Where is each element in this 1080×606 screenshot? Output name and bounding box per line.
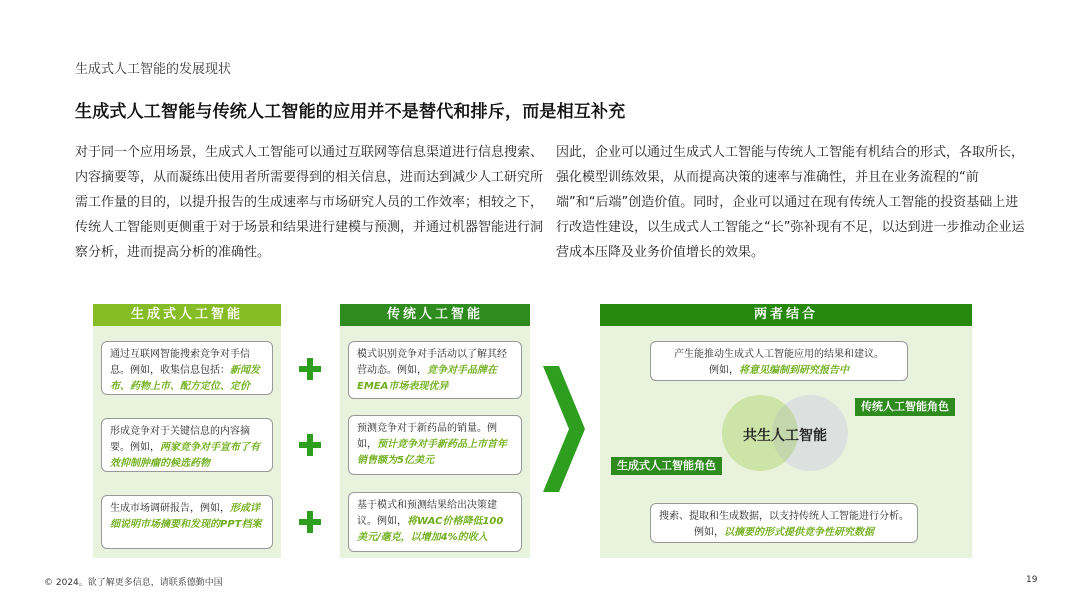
gen-card-3: [101, 495, 273, 549]
trad-card-3-highlight: 将WAC价格降低100美元/毫克，以增加4%的收入: [357, 516, 504, 543]
gen-card-1: [101, 341, 273, 395]
combined-bottom-card: [650, 503, 918, 543]
chevron-right-icon: [543, 366, 585, 492]
paragraph-right: 因此，企业可以通过生成式人工智能与传统人工智能有机结合的形式，各取所长，强化模型训练效果，从而提高决策的速率与准确性，并且在业务流程的“前端”和“后端”创造价值。同时，企业可以通过在现有传统人工智能的投资基础上进行改造性建设，以生成式人工智能之“长”弥补现有不足，以达到进一步推动企业运营成本压降及业务价值增长的效果。: [556, 145, 1025, 260]
gen-card-3-text: 生成市场调研报告，例如，: [110, 503, 230, 514]
gen-card-1-highlight: 新闻发布、药物上市、配方定位、定价: [110, 365, 260, 392]
combined-bottom-example: 例如，: [694, 527, 724, 538]
gen-card-1-text: 通过互联网智能搜索竞争对手信息。例如，收集信息包括：: [110, 349, 250, 376]
plus-icon: [299, 511, 321, 533]
combined-top-example: 例如，: [709, 365, 739, 376]
gen-card-2: [101, 418, 273, 472]
combined-top-text: 产生能推动生成式人工智能应用的结果和建议。: [674, 349, 884, 360]
combined-header: 两者结合: [600, 304, 972, 326]
trad-card-3-text: 基于模式和预测结果给出决策建议。例如，: [357, 500, 497, 527]
footer-copyright: © 2024。欲了解更多信息，请联系德勤中国: [44, 578, 223, 588]
venn-label: 共生人工智能: [743, 428, 827, 444]
trad-card-2-text: 预测竞争对于新药品的销量。例如，: [357, 423, 497, 450]
section-title: 生成式人工智能的发展现状: [75, 62, 232, 77]
trad-card-1-text: 模式识别竞争对手活动以了解其经营动态。例如，: [357, 349, 507, 376]
combined-top-highlight: 将意见编制到研究报告中: [739, 365, 849, 376]
page-number: 19: [1026, 575, 1038, 585]
combined-bottom-highlight: 以摘要的形式提供竞争性研究数据: [724, 527, 874, 538]
trad-card-1: [348, 341, 522, 399]
trad-card-2: [348, 415, 522, 475]
plus-icon: [299, 358, 321, 380]
combined-bottom-text: 搜索、提取和生成数据，以支持传统人工智能进行分析。: [659, 511, 909, 522]
gen-card-2-highlight: 两家竞争对手宣布了有效抑制肿瘤的候选药物: [110, 442, 260, 469]
trad-card-3: [348, 492, 522, 552]
gen-ai-role-tag: 生成式人工智能角色: [611, 457, 722, 475]
paragraph-left: 对于同一个应用场景，生成式人工智能可以通过互联网等信息渠道进行信息搜索、内容摘要等，从而凝练出使用者所需要得到的相关信息，进而达到减少人工研究所需工作量的目的，以提升报告的生成速率与市场研究人员的工作效率；相较之下，传统人工智能则更侧重于对于场景和结果进行建模与预测，并通过机器智能进行洞察分析，进而提高分析的准确性。: [75, 145, 544, 260]
page-headline: 生成式人工智能与传统人工智能的应用并不是替代和排斥，而是相互补充: [75, 102, 626, 122]
plus-icon: [299, 434, 321, 456]
gen-ai-header: 生成式人工智能: [93, 304, 281, 326]
combined-top-card: [650, 341, 908, 381]
gen-card-2-text: 形成竞争对于关键信息的内容摘要。例如，: [110, 426, 250, 453]
trad-ai-header: 传统人工智能: [340, 304, 530, 326]
trad-ai-role-tag: 传统人工智能角色: [855, 398, 955, 416]
trad-card-1-highlight: 竞争对手品牌在EMEA市场表现优异: [357, 365, 497, 392]
gen-card-3-highlight: 形成详细说明市场摘要和发现的PPT档案: [110, 503, 262, 530]
trad-card-2-highlight: 预计竞争对手新药品上市首年销售额为5亿美元: [357, 439, 507, 466]
